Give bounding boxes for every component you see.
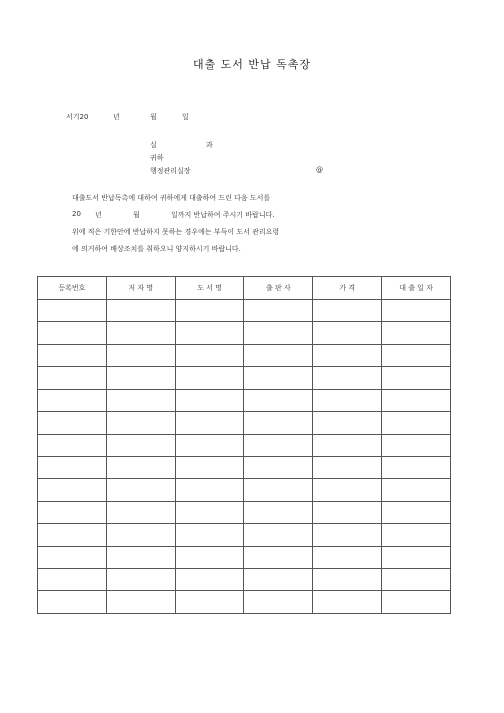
table-cell[interactable] xyxy=(38,546,107,568)
table-cell[interactable] xyxy=(382,479,451,501)
body-line-1: 대출도서 반납독촉에 대하여 귀하에게 대출하여 드린 다음 도서를 xyxy=(72,194,271,202)
table-row xyxy=(38,389,451,411)
table-header-row xyxy=(38,277,451,300)
book-ledger-table xyxy=(37,276,451,614)
table-cell[interactable] xyxy=(313,591,382,614)
table-cell[interactable] xyxy=(382,501,451,523)
body-line-4: 에 의거하여 배상조치를 취하오니 양지하시기 바랍니다. xyxy=(72,245,241,253)
table-row xyxy=(38,501,451,523)
body-line-2-month: 월 xyxy=(133,211,140,219)
table-cell[interactable] xyxy=(244,322,313,344)
table-cell[interactable] xyxy=(244,434,313,456)
table-cell[interactable] xyxy=(38,300,107,322)
header-author: 저 자 명 xyxy=(106,277,175,300)
table-cell[interactable] xyxy=(382,322,451,344)
table-cell[interactable] xyxy=(382,591,451,614)
table-cell[interactable] xyxy=(382,367,451,389)
table-cell[interactable] xyxy=(175,344,244,366)
table-row xyxy=(38,322,451,344)
table-cell[interactable] xyxy=(313,434,382,456)
table-cell[interactable] xyxy=(382,569,451,591)
table-cell[interactable] xyxy=(106,389,175,411)
table-row xyxy=(38,300,451,322)
table-cell[interactable] xyxy=(313,367,382,389)
seal-mark: @ xyxy=(316,166,323,174)
table-row xyxy=(38,591,451,614)
table-cell[interactable] xyxy=(244,389,313,411)
table-cell[interactable] xyxy=(175,569,244,591)
table-cell[interactable] xyxy=(244,300,313,322)
table-cell[interactable] xyxy=(382,300,451,322)
table-cell[interactable] xyxy=(38,322,107,344)
table-cell[interactable] xyxy=(313,546,382,568)
table-cell[interactable] xyxy=(244,524,313,546)
section-label: 과 xyxy=(206,141,213,149)
table-cell[interactable] xyxy=(106,501,175,523)
table-row xyxy=(38,412,451,434)
table-cell[interactable] xyxy=(106,569,175,591)
table-cell[interactable] xyxy=(106,300,175,322)
table-cell[interactable] xyxy=(382,389,451,411)
honorific-label: 귀하 xyxy=(150,154,164,162)
table-cell[interactable] xyxy=(313,389,382,411)
table-cell[interactable] xyxy=(382,434,451,456)
table-cell[interactable] xyxy=(106,524,175,546)
table-cell[interactable] xyxy=(106,412,175,434)
table-cell[interactable] xyxy=(175,434,244,456)
table-cell[interactable] xyxy=(38,591,107,614)
table-cell[interactable] xyxy=(106,322,175,344)
table-cell[interactable] xyxy=(313,501,382,523)
table-cell[interactable] xyxy=(244,412,313,434)
table-cell[interactable] xyxy=(106,344,175,366)
table-cell[interactable] xyxy=(175,546,244,568)
table-cell[interactable] xyxy=(244,367,313,389)
table-cell[interactable] xyxy=(175,300,244,322)
body-line-2-year: 년 xyxy=(95,211,102,219)
table-cell[interactable] xyxy=(175,389,244,411)
table-cell[interactable] xyxy=(175,524,244,546)
table-cell[interactable] xyxy=(313,524,382,546)
table-cell[interactable] xyxy=(313,344,382,366)
table-cell[interactable] xyxy=(38,344,107,366)
table-row xyxy=(38,344,451,366)
header-reg-number: 등록번호 xyxy=(38,277,107,300)
table-cell[interactable] xyxy=(244,546,313,568)
table-body xyxy=(38,300,451,614)
table-cell[interactable] xyxy=(313,412,382,434)
table-cell[interactable] xyxy=(244,591,313,614)
table-cell[interactable] xyxy=(38,479,107,501)
table-cell[interactable] xyxy=(38,412,107,434)
table-cell[interactable] xyxy=(38,524,107,546)
document-title: 대출 도서 반납 독촉장 xyxy=(192,58,312,71)
table-cell[interactable] xyxy=(382,524,451,546)
header-book-title: 도 서 명 xyxy=(175,277,244,300)
table-cell[interactable] xyxy=(313,479,382,501)
table-cell[interactable] xyxy=(106,479,175,501)
table-cell[interactable] xyxy=(244,479,313,501)
date-era: 서기20 xyxy=(66,113,89,121)
table-cell[interactable] xyxy=(175,456,244,478)
table-cell[interactable] xyxy=(382,456,451,478)
table-cell[interactable] xyxy=(244,569,313,591)
table-cell[interactable] xyxy=(175,591,244,614)
table-row xyxy=(38,546,451,568)
table-cell[interactable] xyxy=(382,344,451,366)
header-loan-date: 대 출 일 자 xyxy=(382,277,451,300)
table-row xyxy=(38,434,451,456)
header-price: 가 격 xyxy=(313,277,382,300)
table-cell[interactable] xyxy=(313,569,382,591)
table-row xyxy=(38,569,451,591)
table-cell[interactable] xyxy=(244,344,313,366)
table-cell[interactable] xyxy=(106,434,175,456)
table-cell[interactable] xyxy=(38,389,107,411)
table-cell[interactable] xyxy=(382,546,451,568)
date-year-label: 년 xyxy=(113,113,120,121)
table-row xyxy=(38,367,451,389)
date-month-label: 월 xyxy=(150,113,157,121)
dept-label: 실 xyxy=(150,141,157,149)
table-cell[interactable] xyxy=(175,501,244,523)
table-cell[interactable] xyxy=(38,501,107,523)
body-line-2-prefix: 20 xyxy=(72,210,81,218)
table-cell[interactable] xyxy=(244,501,313,523)
table-cell[interactable] xyxy=(244,456,313,478)
body-line-2-rest: 일까지 반납하여 주시기 바랍니다. xyxy=(171,211,275,219)
table-cell[interactable] xyxy=(106,591,175,614)
table-cell[interactable] xyxy=(38,434,107,456)
table-cell[interactable] xyxy=(313,322,382,344)
table-cell[interactable] xyxy=(175,367,244,389)
table-cell[interactable] xyxy=(313,456,382,478)
table-row xyxy=(38,456,451,478)
table-cell[interactable] xyxy=(106,456,175,478)
table-cell[interactable] xyxy=(313,300,382,322)
table-cell[interactable] xyxy=(38,456,107,478)
body-line-3: 위에 적은 기한안에 반납하지 못하는 경우에는 부득이 도서 관리요령 xyxy=(72,228,280,236)
table-cell[interactable] xyxy=(106,546,175,568)
table-cell[interactable] xyxy=(175,479,244,501)
table-cell[interactable] xyxy=(175,412,244,434)
table-cell[interactable] xyxy=(38,367,107,389)
table-row xyxy=(38,524,451,546)
table-cell[interactable] xyxy=(175,322,244,344)
header-publisher: 출 판 사 xyxy=(244,277,313,300)
table-row xyxy=(38,479,451,501)
table-cell[interactable] xyxy=(106,367,175,389)
date-day-label: 일 xyxy=(182,113,189,121)
sender-title: 행정관리실장 xyxy=(150,167,191,175)
table-cell[interactable] xyxy=(382,412,451,434)
table-cell[interactable] xyxy=(38,569,107,591)
